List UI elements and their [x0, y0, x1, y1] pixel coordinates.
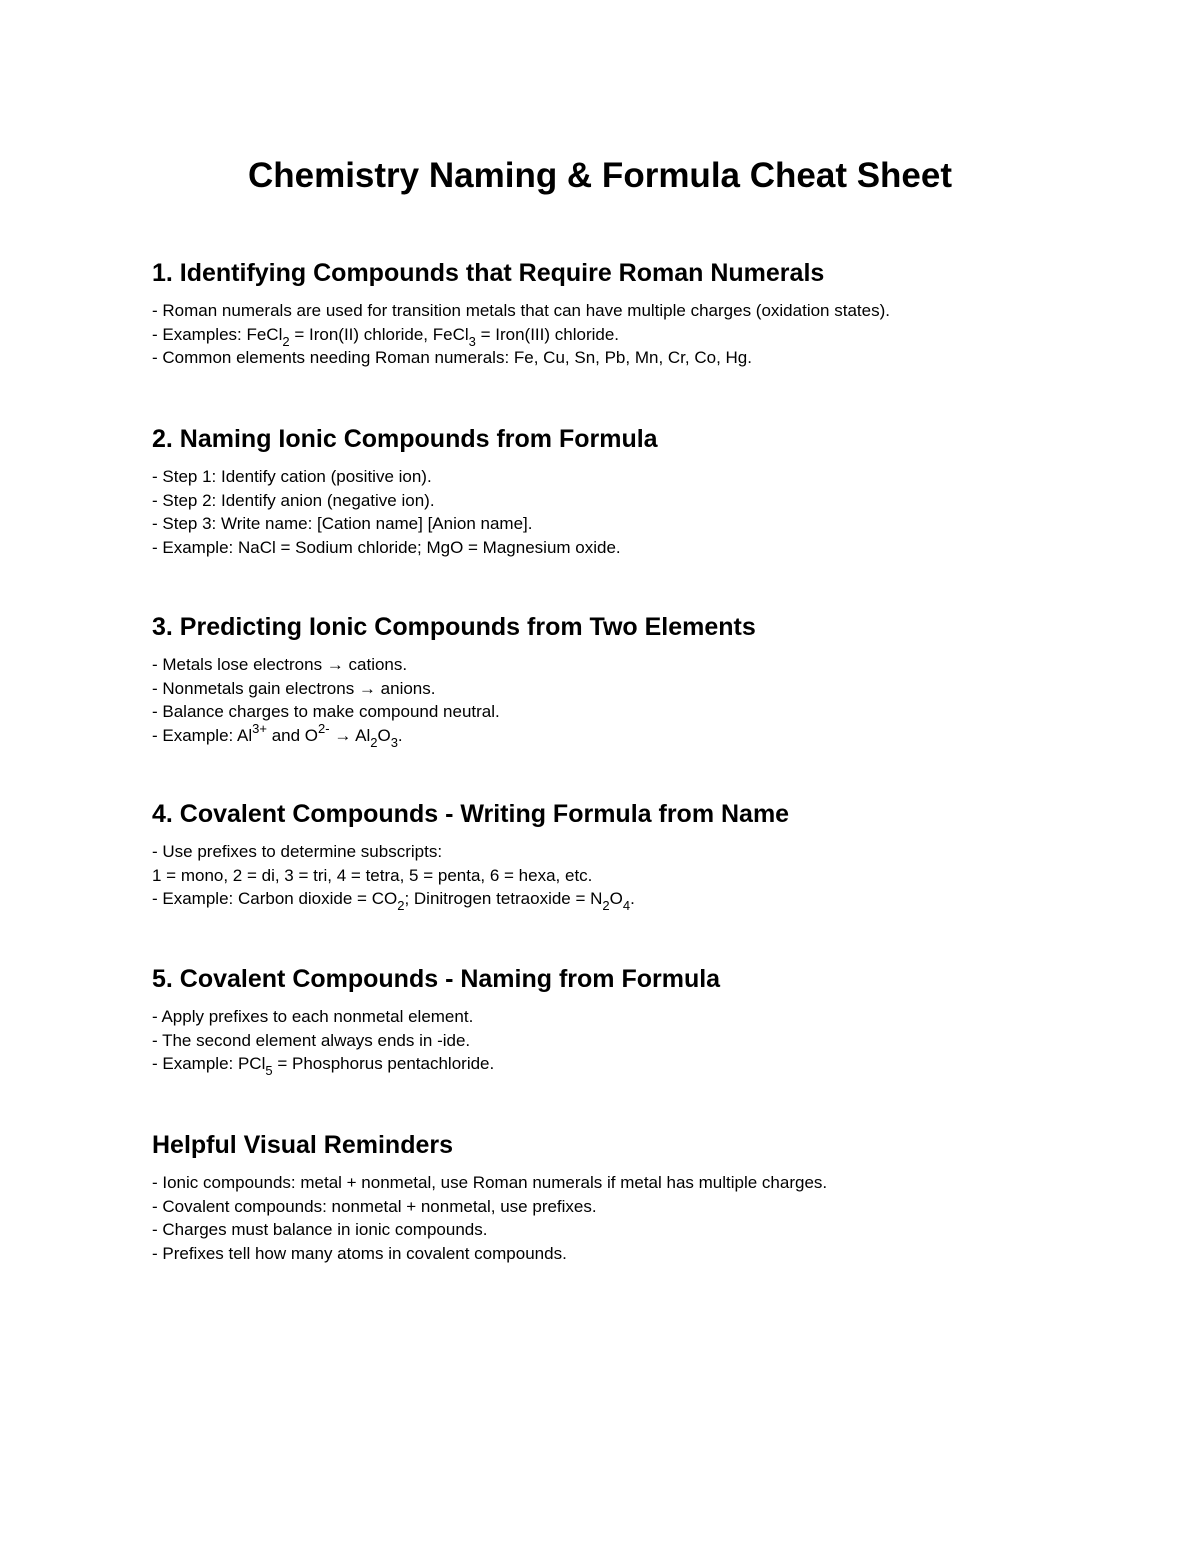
text-segment: O — [609, 889, 623, 908]
bullet-line: - Prefixes tell how many atoms in covalent compounds. — [152, 1243, 567, 1263]
text-segment: → Al — [329, 725, 371, 745]
text-segment: and O — [266, 725, 319, 745]
bullet-line: - Nonmetals gain electrons → anions. — [152, 678, 436, 698]
text-segment: - Example: Al — [152, 725, 253, 745]
subscript: 4 — [622, 898, 631, 913]
bullet-line-example — [152, 1052, 1152, 1076]
section-covalent-naming — [152, 963, 1152, 1076]
bullet-line-examples — [152, 323, 1152, 347]
subscript: 3 — [468, 333, 476, 349]
text-segment: O — [377, 725, 391, 745]
section-heading: 4. Covalent Compounds - Writing Formula from Name — [152, 800, 790, 828]
bullet-line: 1 = mono, 2 = di, 3 = tri, 4 = tetra, 5 = penta, 6 = hexa, etc. — [152, 865, 593, 885]
section-covalent-formula — [152, 798, 1152, 911]
text-segment: - Example: Carbon dioxide = CO — [152, 889, 398, 908]
bullet-line-example — [152, 887, 1152, 911]
section-heading: Helpful Visual Reminders — [152, 1131, 454, 1159]
bullet-line: - Step 3: Write name: [Cation name] [Anion name]. — [152, 514, 533, 533]
text-segment: ; Dinitrogen tetraoxide = N — [404, 889, 603, 908]
section-visual-reminders — [152, 1129, 1152, 1265]
superscript: 3+ — [252, 720, 267, 736]
text-segment: . — [397, 725, 403, 745]
text-segment: - Examples: FeCl — [152, 324, 283, 344]
section-heading: 2. Naming Ionic Compounds from Formula — [152, 425, 658, 453]
text-segment: . — [630, 889, 635, 908]
subscript: 2 — [397, 898, 405, 913]
superscript: 2- — [318, 720, 330, 736]
bullet-line: - Common elements needing Roman numerals: Fe, Cu, Sn, Pb, Mn, Cr, Co, Hg. — [152, 348, 752, 367]
bullet-line: - Example: NaCl = Sodium chloride; MgO = Magnesium oxide. — [152, 537, 621, 557]
bullet-line: - Covalent compounds: nonmetal + nonmetal, use prefixes. — [152, 1196, 597, 1216]
section-naming-ionic — [152, 423, 1152, 559]
text-segment: = Iron(II) chloride, FeCl — [289, 324, 469, 344]
bullet-line: - Roman numerals are used for transition metals that can have multiple charges (oxidation states). — [152, 301, 890, 320]
bullet-line: - Metals lose electrons → cations. — [152, 655, 408, 674]
bullet-line: - Charges must balance in ionic compounds. — [152, 1220, 488, 1239]
section-heading: 1. Identifying Compounds that Require Roman Numerals — [152, 259, 825, 287]
text-segment: - Example: PCl — [152, 1054, 266, 1073]
subscript: 5 — [265, 1063, 273, 1078]
section-predicting-ionic — [152, 611, 1152, 750]
bullet-line: - Step 1: Identify cation (positive ion). — [152, 467, 432, 486]
bullet-line: - Balance charges to make compound neutral. — [152, 702, 500, 721]
bullet-line-example — [152, 720, 1152, 750]
bullet-line: - The second element always ends in -ide. — [152, 1030, 471, 1050]
bullet-line: - Apply prefixes to each nonmetal element. — [152, 1007, 474, 1026]
subscript: 2 — [602, 898, 610, 913]
bullet-line: - Use prefixes to determine subscripts: — [152, 842, 443, 861]
subscript: 3 — [390, 734, 398, 750]
subscript: 2 — [370, 734, 378, 750]
bullet-line: - Step 2: Identify anion (negative ion). — [152, 490, 435, 510]
page-title: Chemistry Naming & Formula Cheat Sheet — [247, 156, 953, 195]
text-segment: = Phosphorus pentachloride. — [272, 1054, 495, 1073]
section-heading: 5. Covalent Compounds - Naming from Formula — [152, 965, 721, 993]
subscript: 2 — [282, 333, 290, 349]
text-segment: = Iron(III) chloride. — [475, 324, 620, 344]
bullet-line: - Ionic compounds: metal + nonmetal, use Roman numerals if metal has multiple charges. — [152, 1173, 828, 1192]
section-roman-numerals — [152, 257, 1152, 370]
section-heading: 3. Predicting Ionic Compounds from Two Elements — [152, 613, 756, 641]
